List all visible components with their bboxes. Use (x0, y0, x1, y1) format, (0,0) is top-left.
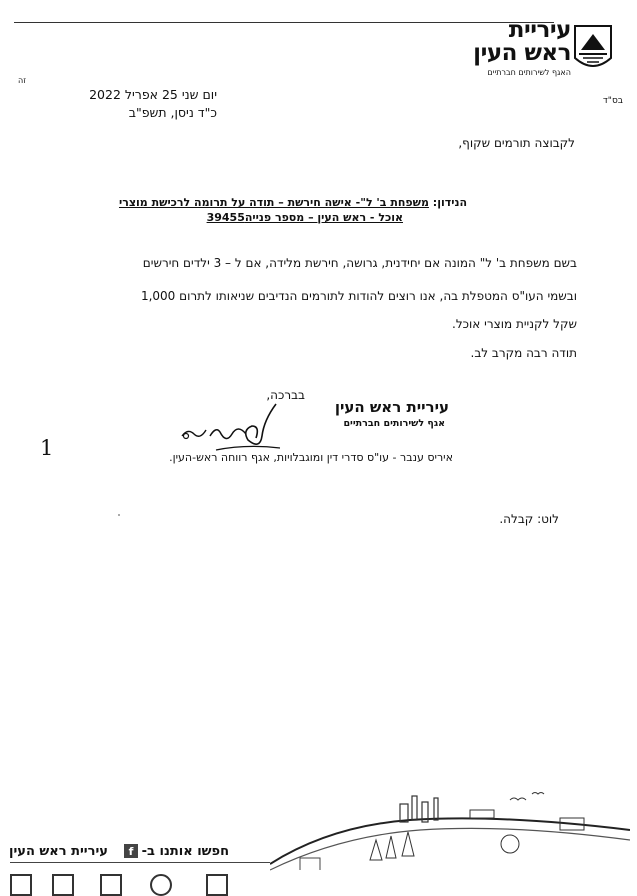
city-name-bottom: ראש העין (473, 40, 571, 66)
scan-speck (118, 514, 120, 516)
city-emblem-icon (573, 24, 613, 74)
footer-city-name: עיריית ראש העין (9, 844, 108, 859)
bsd-mark: בס"ד (602, 96, 623, 106)
body-line-4: תודה רבה מקרב לב. (470, 346, 577, 360)
subject-block (107, 195, 467, 225)
date-hebrew: כ"ד ניסן, תשפ"ב (128, 105, 217, 120)
body-line-2: ובשמי העו"ס המטפלת בה, אנו רוצים להודות לתורמים הנדיבים שניאותו לתרום 1,000 (140, 289, 577, 303)
closing-blessing: בברכה, (266, 388, 305, 402)
subject-label: הנידון: (432, 196, 467, 209)
stamp-department: אגף לשירותים חברתיים (343, 418, 445, 429)
building-icon (100, 874, 122, 896)
recipient-line: לקבוצה תורמים שקוף, (458, 136, 575, 150)
footer-rule (10, 862, 270, 863)
book-icon (206, 874, 228, 896)
flower-icon (52, 874, 74, 896)
city-name-top: עיריית (508, 17, 571, 43)
body-line-1: בשם משפחת ב' ל" המונה אם יחידנית, גרושה, חירשת מלידה, אם ל – 3 ילדים חירשים (142, 256, 577, 270)
side-number: 1 (40, 436, 54, 460)
spiral-icon (150, 874, 172, 896)
star-icon (10, 874, 32, 896)
subject-line-2: אוכל - ראש העין – מספר פנייה39455 (206, 211, 403, 224)
body-line-3: שקל לקניית מוצרי אוכל. (452, 317, 577, 331)
stamp-city-name: עיריית ראש העין (334, 398, 449, 416)
date-gregorian: יום שני 25 אפריל 2022 (89, 87, 217, 102)
header-rule (14, 22, 554, 23)
footer-follow-text: חפשו אותנו ב- (141, 844, 229, 859)
subject-line-1: משפחת ב' ל"- אישה חירשת – תודה על תרומה לרכישת מוצרי (118, 196, 429, 209)
facebook-icon[interactable]: f (124, 844, 138, 858)
corner-mark: זה (18, 76, 26, 85)
enclosure-line: לוט: קבלה. (499, 512, 559, 526)
city-skyline-illustration (270, 790, 630, 872)
signer-line: איריס ענבר - עו"ס סדרי דין ומוגבלויות, אגף רווחה ראש-העין. (169, 451, 453, 464)
department-name: האגף לשירותים חברתיים (487, 68, 571, 77)
